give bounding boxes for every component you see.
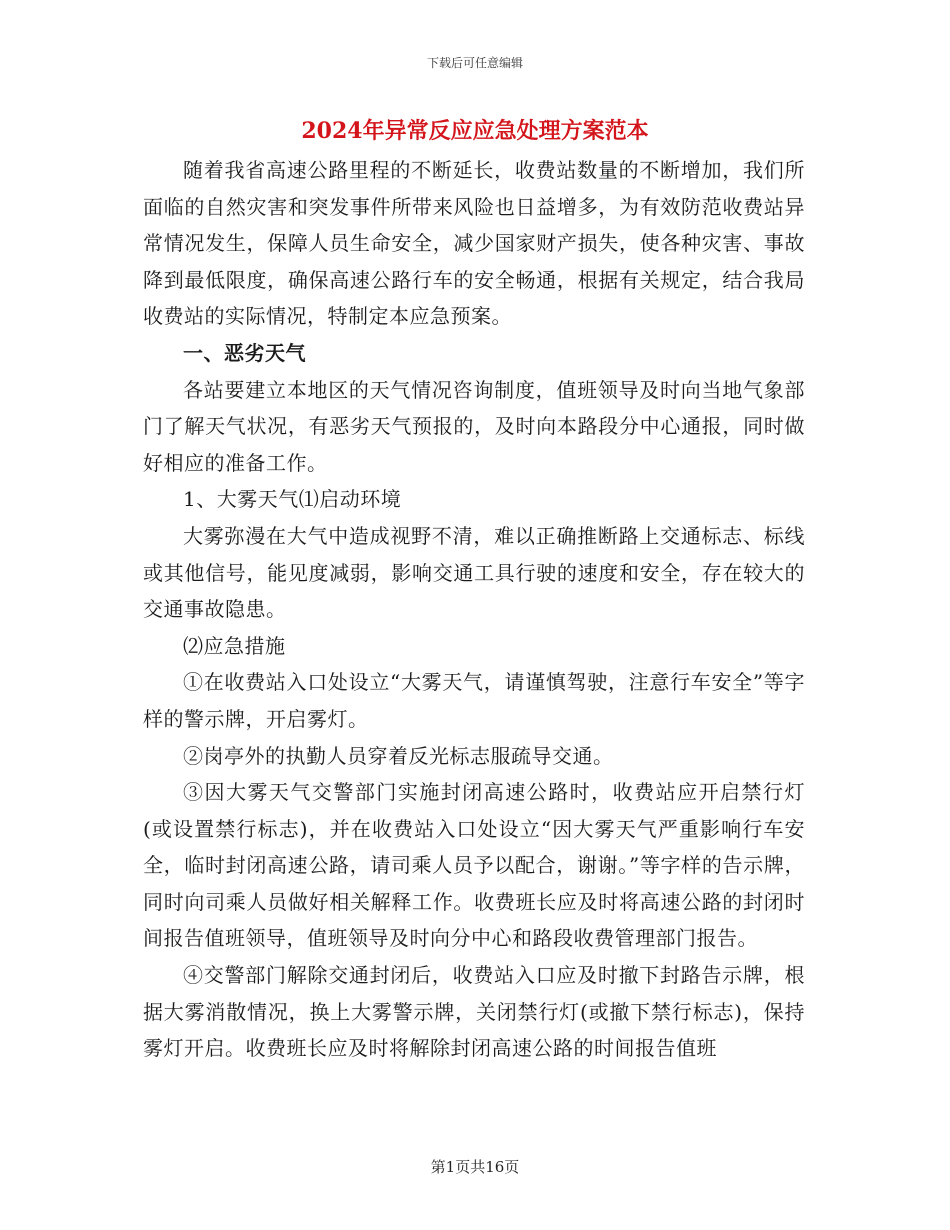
page-footer: 第1页共16页 [430, 1158, 520, 1176]
intro-paragraph: 随着我省高速公路里程的不断延长，收费站数量的不断增加，我们所面临的自然灾害和突发事件所带来风险也日益增多，为有效防范收费站异常情况发生，保障人员生命安全，减少国家财产损失，使各种灾害、事故降到最低限度，确保高速公路行车的安全畅通，根据有关规定，结合我局收费站的实际情况，特制定本应急预案。 [143, 158, 805, 329]
measure-item-3: ③因大雾天气交警部门实施封闭高速公路时，收费站应开启禁行灯(或设置禁行标志)，并在收费站入口处设立“因大雾天气严重影响行车安全，临时封闭高速公路，请司乘人员予以配合，谢谢。”等字样的告示牌，同时向司乘人员做好相关解释工作。收费班长应及时将高速公路的封闭时间报告值班领导，值班领导及时向分中心和路段收费管理部门报告。 [143, 780, 805, 951]
document-title: 2024年异常反应应急处理方案范本 [301, 118, 649, 144]
subheading-fog: 1、大雾天气⑴启动环境 [183, 487, 402, 512]
paragraph-weather-consultation: 各站要建立本地区的天气情况咨询制度，值班领导及时向当地气象部门了解天气状况，有恶劣天气预报的，及时向本路段分中心通报，同时做好相应的准备工作。 [143, 377, 805, 475]
measure-item-1: ①在收费站入口处设立“大雾天气，请谨慎驾驶，注意行车安全”等字样的警示牌，开启雾灯。 [143, 670, 805, 731]
measure-item-4: ④交警部门解除交通封闭后，收费站入口应及时撤下封路告示牌，根据大雾消散情况，换上大雾警示牌，关闭禁行灯(或撤下禁行标志)，保持雾灯开启。收费班长应及时将解除封闭高速公路的时间报告值班 [143, 963, 805, 1061]
paragraph-fog-description: 大雾弥漫在大气中造成视野不清，难以正确推断路上交通标志、标线或其他信号，能见度减弱，影响交通工具行驶的速度和安全，存在较大的交通事故隐患。 [143, 523, 805, 622]
section-heading-bad-weather: 一、恶劣天气 [183, 340, 306, 365]
document-body [143, 152, 805, 1067]
measure-item-2: ②岗亭外的执勤人员穿着反光标志服疏导交通。 [183, 743, 614, 768]
subheading-emergency-measures: ⑵应急措施 [183, 633, 286, 658]
page-header: 下载后可任意编辑 [426, 56, 523, 70]
